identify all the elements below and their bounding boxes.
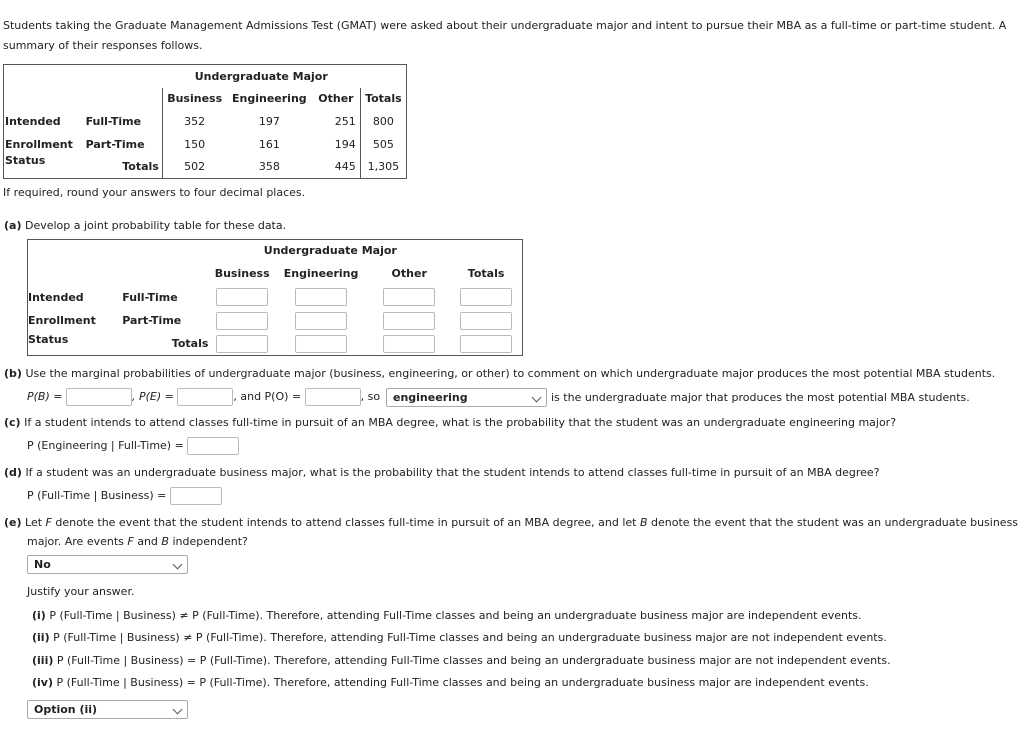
input-engineering-given-fulltime[interactable] (187, 437, 239, 455)
table1-cell: 251 (334, 115, 356, 129)
table2-col-business: Business (214, 267, 270, 280)
option-iii (32, 654, 891, 667)
input-fulltime-totals[interactable] (460, 288, 512, 306)
var-f: F (127, 535, 134, 548)
table1-col-business: Business (162, 88, 226, 110)
joint-probability-table (27, 239, 523, 356)
input-parttime-business[interactable] (216, 312, 268, 330)
table1-col-other: Other (318, 92, 354, 106)
input-p-other[interactable] (305, 388, 361, 406)
part-e-prompt-line2 (27, 535, 248, 548)
independence-select-value: No (34, 558, 51, 571)
part-c-prompt (4, 416, 896, 429)
table2-col-other: Other (391, 267, 427, 280)
table2-col-totals: Totals (467, 267, 505, 280)
major-select-value: engineering (393, 391, 468, 404)
part-a-label: (a) (4, 219, 22, 232)
option-iv (32, 676, 869, 689)
table1-group-header: Undergraduate Major (194, 69, 328, 83)
justification-select[interactable] (27, 700, 188, 719)
option-ii (32, 631, 887, 644)
table1-rowgroup-2: Enrollment (5, 137, 73, 151)
table1-rowgroup-3: Status (5, 154, 46, 168)
table2-col-engineering: Engineering (283, 267, 359, 280)
part-e-text: independent? (172, 535, 248, 548)
table2-row-parttime: Part-Time (122, 314, 182, 327)
part-b-answer-row (27, 388, 380, 406)
part-e-text: Let (25, 516, 43, 529)
so-label: , so (360, 390, 381, 403)
option-text: P (Full-Time | Business) = P (Full-Time). Therefore, attending Full-Time classes and being an undergraduate business major are not independent events. (56, 654, 891, 667)
part-d-text: If a student was an undergraduate business major, what is the probability that the student intends to attend classes full-time in pursuit of an MBA degree? (25, 466, 880, 479)
part-e-text: denote the event that the student was an undergraduate business (651, 516, 1019, 529)
table1-cell: 800 (360, 110, 406, 134)
option-text: P (Full-Time | Business) ≠ P (Full-Time). Therefore, attending Full-Time classes and being an undergraduate business major are independent events. (49, 609, 862, 622)
option-label: (iii) (32, 654, 54, 667)
input-totals-other[interactable] (383, 335, 435, 353)
major-select[interactable] (386, 388, 547, 407)
table1-cell: 1,305 (360, 154, 406, 178)
table2-group-header: Undergraduate Major (263, 244, 397, 258)
part-d-expr: P (Full-Time | Business) = (27, 489, 167, 502)
part-e-text: denote the event that the student intends to attend classes full-time in pursuit of an MBA degree, and let (55, 516, 637, 529)
pe-label: , P(E) = (131, 390, 174, 403)
chevron-down-icon (173, 560, 183, 570)
input-totals-engineering[interactable] (295, 335, 347, 353)
input-p-business[interactable] (66, 388, 132, 406)
table1-row-label: Full-Time (85, 115, 142, 129)
part-a-prompt (4, 219, 286, 232)
option-label: (iv) (32, 676, 53, 689)
input-parttime-totals[interactable] (460, 312, 512, 330)
table1-cell: 445 (334, 159, 356, 173)
table1-cell: 161 (258, 137, 280, 151)
part-c-expr: P (Engineering | Full-Time) = (27, 439, 184, 452)
table1-cell: 505 (360, 134, 406, 154)
input-fulltime-given-business[interactable] (170, 487, 222, 505)
table1-cell: 358 (258, 159, 280, 173)
table2-row-fulltime: Full-Time (122, 290, 178, 304)
table1-cell: 352 (162, 110, 226, 134)
input-p-engineering[interactable] (177, 388, 233, 406)
part-a-text: Develop a joint probability table for these data. (24, 219, 287, 232)
input-fulltime-business[interactable] (216, 288, 268, 306)
part-e-text: and (137, 535, 158, 548)
chevron-down-icon (173, 705, 183, 715)
input-parttime-other[interactable] (383, 312, 435, 330)
part-c-text: If a student intends to attend classes full-time in pursuit of an MBA degree, what is the probability that the student was an undergraduate engineering major? (24, 416, 897, 429)
table1-col-totals: Totals (360, 88, 406, 110)
part-c-label: (c) (4, 416, 21, 429)
part-b-text: Use the marginal probabilities of undergraduate major (business, engineering, or other) to comment on which undergraduate major produces the most potential MBA students. (25, 367, 996, 380)
table1-cell: 197 (258, 115, 280, 129)
input-parttime-engineering[interactable] (295, 312, 347, 330)
part-b-prompt (4, 367, 995, 380)
part-d-answer-row (27, 487, 222, 505)
option-text: P (Full-Time | Business) = P (Full-Time). Therefore, attending Full-Time classes and being an undergraduate business major are independent events. (56, 676, 869, 689)
table1-rowgroup-1: Intended (5, 115, 61, 129)
table1-cell: 502 (162, 154, 226, 178)
part-c-answer-row (27, 437, 239, 455)
table2-row-totals: Totals (171, 337, 209, 351)
input-fulltime-engineering[interactable] (295, 288, 347, 306)
part-e-text: major. Are events (27, 535, 124, 548)
table1-row-label: Part-Time (85, 137, 145, 151)
justification-select-value: Option (ii) (34, 703, 98, 716)
input-totals-totals[interactable] (460, 335, 512, 353)
po-label: , and P(O) = (233, 390, 302, 403)
part-e-label: (e) (4, 516, 22, 529)
table2-rowgroup-3: Status (28, 332, 69, 346)
option-text: P (Full-Time | Business) ≠ P (Full-Time). Therefore, attending Full-Time classes and being an undergraduate business major are not independent events. (53, 631, 887, 644)
survey-table (3, 64, 407, 179)
var-f: F (45, 516, 52, 529)
option-i (32, 609, 862, 622)
table1-col-engineering: Engineering (232, 92, 307, 106)
input-fulltime-other[interactable] (383, 288, 435, 306)
part-e-prompt (4, 516, 1018, 529)
part-b-label: (b) (4, 367, 22, 380)
option-label: (i) (32, 609, 46, 622)
justify-label: Justify your answer. (27, 585, 135, 598)
option-label: (ii) (32, 631, 50, 644)
chevron-down-icon (532, 393, 542, 403)
part-b-tail: is the undergraduate major that produces the most potential MBA students. (551, 391, 970, 404)
table1-cell: 194 (334, 137, 356, 151)
part-d-label: (d) (4, 466, 22, 479)
var-b: B (161, 535, 169, 548)
pb-label: P(B) = (27, 390, 63, 403)
intro-text: Students taking the Graduate Management Admissions Test (GMAT) were asked about their undergraduate major and intent to pursue their MBA as a full-time or part-time student. A summary of their responses follows. (3, 19, 1007, 52)
table2-rowgroup-1: Intended (28, 290, 84, 304)
independence-select[interactable] (27, 555, 188, 574)
part-d-prompt (4, 466, 880, 479)
rounding-note: If required, round your answers to four decimal places. (3, 186, 306, 199)
table1-row-label: Totals (122, 159, 159, 173)
table2-rowgroup-2: Enrollment (28, 314, 96, 327)
var-b: B (640, 516, 648, 529)
input-totals-business[interactable] (216, 335, 268, 353)
table1-cell: 150 (162, 134, 226, 154)
